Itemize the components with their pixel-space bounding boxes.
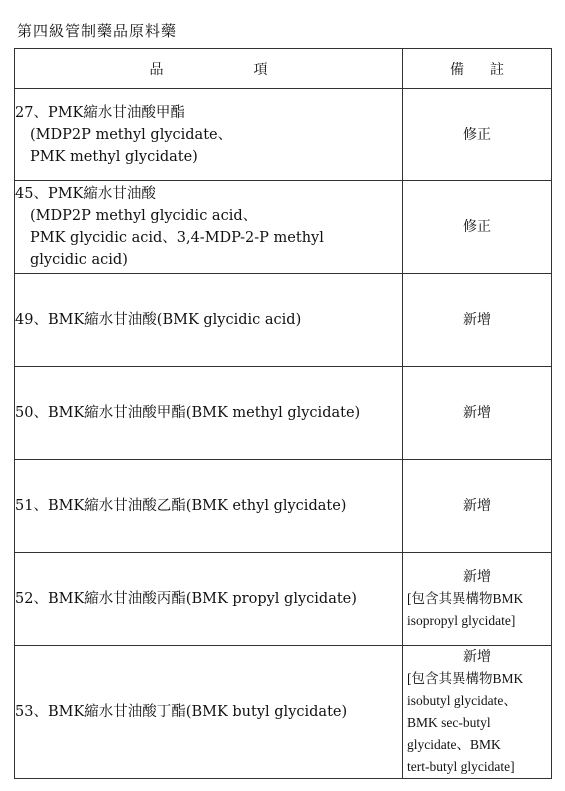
item-line: 27、PMK縮水甘油酸甲酯 xyxy=(15,104,185,121)
note-detail-line: BMK sec-butyl xyxy=(407,715,491,730)
item-line: 50、BMK縮水甘油酸甲酯(BMK methyl glycidate) xyxy=(15,405,361,421)
note-cell xyxy=(403,646,552,779)
item-line: (MDP2P methyl glycidic acid、 xyxy=(30,208,258,224)
note-detail-line: [包含其異構物BMK xyxy=(407,591,524,606)
item-line: PMK methyl glycidate) xyxy=(30,148,198,165)
table-row xyxy=(15,367,552,460)
table-row xyxy=(15,553,552,646)
note-label: 新增 xyxy=(463,649,491,665)
item-cell xyxy=(15,274,403,367)
item-line: glycidic acid) xyxy=(30,252,128,268)
note-detail-line: [包含其異構物BMK xyxy=(407,671,524,686)
item-cell xyxy=(15,89,403,181)
note-detail-line: glycidate、BMK xyxy=(407,737,501,752)
note-cell xyxy=(403,181,552,274)
note-cell xyxy=(403,367,552,460)
note-label: 新增 xyxy=(463,569,491,585)
item-cell xyxy=(15,367,403,460)
item-line: (MDP2P methyl glycidate、 xyxy=(30,126,233,143)
item-line: 51、BMK縮水甘油酸乙酯(BMK ethyl glycidate) xyxy=(15,498,347,514)
note-detail-line: isopropyl glycidate] xyxy=(407,613,516,628)
note-cell xyxy=(403,274,552,367)
table-row xyxy=(15,181,552,274)
note-label: 修正 xyxy=(463,126,491,143)
note-label: 新增 xyxy=(463,498,491,514)
item-line: PMK glycidic acid、3,4-MDP-2-P methyl xyxy=(30,230,324,246)
table-row xyxy=(15,89,552,181)
note-cell xyxy=(403,89,552,181)
table-row xyxy=(15,274,552,367)
note-detail-line: tert-butyl glycidate] xyxy=(407,759,515,774)
table-row xyxy=(15,460,552,553)
item-line: 53、BMK縮水甘油酸丁酯(BMK butyl glycidate) xyxy=(15,704,348,720)
table-header-row xyxy=(15,49,552,89)
column-header-item: 品項 xyxy=(15,49,403,89)
table-row xyxy=(15,646,552,779)
item-line: 45、PMK縮水甘油酸 xyxy=(15,186,156,202)
note-detail-line: isobutyl glycidate、 xyxy=(407,693,517,708)
note-label: 新增 xyxy=(463,405,491,421)
note-cell xyxy=(403,553,552,646)
document-title: 第四級管制藥品原料藥 xyxy=(17,22,178,40)
note-label: 修正 xyxy=(463,219,491,235)
item-cell xyxy=(15,553,403,646)
item-cell xyxy=(15,460,403,553)
note-label: 新增 xyxy=(463,312,491,328)
item-cell xyxy=(15,646,403,779)
note-cell xyxy=(403,460,552,553)
controlled-substance-table xyxy=(14,48,552,779)
column-header-note: 備註 xyxy=(403,49,552,89)
item-cell xyxy=(15,181,403,274)
item-line: 49、BMK縮水甘油酸(BMK glycidic acid) xyxy=(15,312,302,328)
item-line: 52、BMK縮水甘油酸丙酯(BMK propyl glycidate) xyxy=(15,591,357,607)
